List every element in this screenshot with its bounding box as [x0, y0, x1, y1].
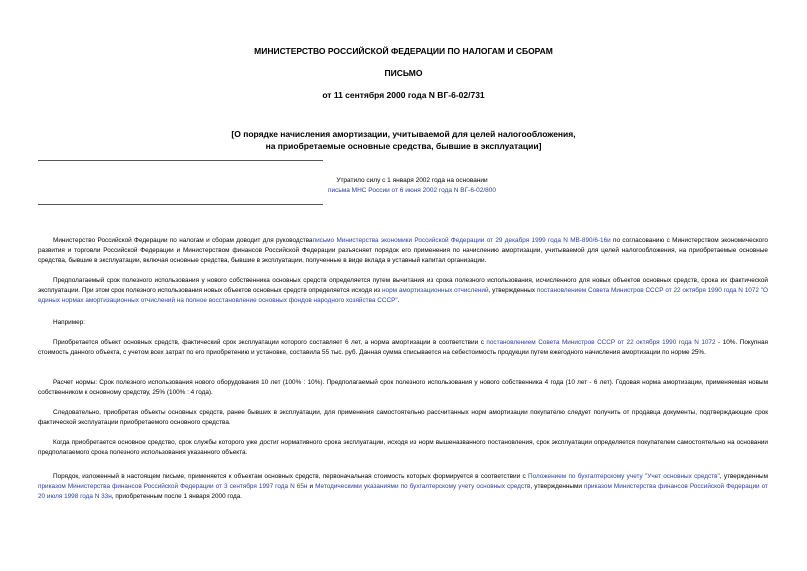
paragraph-text: Приобретается объект основных средств, фактический срок эксплуатации которого составляет 6 лет, а норма амортизации в соответствии с: [53, 339, 487, 346]
paragraph-text: Когда приобретается основное средство, срок службы которого уже достиг нормативного срока эксплуатации, исходя из норм вышеназванного постановления, срок эксплуатации определяется покупателем самостоятельно на основании предполагаемого срока полезного использования указанного объекта.: [38, 439, 768, 456]
link-methodical-guidelines[interactable]: Методическими указаниями по бухгалтерскому учету основных средств: [315, 483, 531, 490]
paragraph-text: Министерство Российской Федерации по налогам и сборам доводит для руководства: [53, 237, 313, 244]
paragraph-5: [38, 378, 768, 398]
paragraph-2: [38, 276, 768, 306]
link-minfin-order-33n[interactable]: приказом Министерства финансов Российской Федерации от 20 июля 1998 года N 33н: [38, 483, 768, 500]
paragraph-text: , утвержденными: [530, 483, 585, 490]
link-mineconomy-letter[interactable]: письмо Министерства экономики Российской Федерации от 29 декабря 1999 года N МВ-890/6-16и: [312, 237, 611, 244]
paragraph-text: , утвержденным: [719, 473, 768, 480]
status-note-text: Утратило силу с 1 января 2002 года на основании: [336, 177, 488, 184]
link-council-resolution-1072[interactable]: постановлением Совета Министров СССР от 22 октября 1990 года N 1072 "О единых нормах амортизационных отчислений на полное восстановление основных фондов народного хозяйства СССР": [38, 287, 768, 304]
status-note-line: [262, 186, 562, 196]
document-title-line-1: [О порядке начисления амортизации, учитываемой для целей налогообложения,: [231, 129, 576, 139]
paragraph-6: [38, 408, 768, 428]
paragraph-text: Расчет нормы: Срок полезного использования нового оборудования 10 лет (100% : 10%). Предполагаемый срок полезного использования у нового собственника 4 года (10 лет - 6 лет). Годовая норма амортизации, применяемая новым собственником к основному средству, 25% (100% : 4 года).: [38, 379, 768, 396]
document-title-line-2: на приобретаемые основные средства, бывшие в эксплуатации]: [265, 141, 542, 151]
paragraph-text: Порядок, изложенный в настоящем письме, применяется к объектам основных средств, первоначальная стоимость которых формируется в соответствии с: [53, 473, 528, 480]
paragraph-4: [38, 338, 768, 358]
link-accounting-regulation[interactable]: Положением по бухгалтерскому учету "Учет основных средств": [527, 473, 720, 480]
link-council-resolution-1072-short[interactable]: постановлением Совета Министров СССР от 22 октября 1990 года N 1072: [486, 339, 716, 346]
status-note-link[interactable]: письма МНС России от 6 июня 2002 года N ВГ-6-02/800: [328, 187, 496, 194]
paragraph-8: [38, 472, 768, 502]
paragraph-text: , утвержденных: [488, 287, 537, 294]
paragraph-text: Следовательно, приобретая объекты основных средств, ранее бывших в эксплуатации, для применения самостоятельно рассчитанных норм амортизации покупателю следует получить от продавца документы, подтверждающие срок фактической эксплуатации приобретаемого основного средства.: [38, 409, 768, 426]
document-type-heading: ПИСЬМО: [384, 68, 423, 78]
document-date-heading: от 11 сентября 2000 года N ВГ-6-02/731: [322, 90, 485, 100]
link-amortization-norms[interactable]: норм амортизационных отчислений: [382, 287, 489, 294]
organization-heading: МИНИСТЕРСТВО РОССИЙСКОЙ ФЕДЕРАЦИИ ПО НАЛОГАМ И СБОРАМ: [254, 46, 553, 56]
paragraph-text: .: [397, 297, 400, 304]
divider-bottom: [38, 204, 323, 205]
paragraph-3: [38, 318, 768, 328]
paragraph-text: - 10%. Покупная стоимость данного объекта, с учетом всех затрат по его приобретению и установке, составила 55 тыс. руб. Данная сумма списывается на себестоимость продукции путем ежегодного начисления амортизации по норме 25%.: [38, 339, 768, 356]
paragraph-text: по согласованию с Министерством экономического развития и торговли Российской Федерации и Министерством финансов Российской Федерации разъясняет порядок его применения по начислению амортизации, учитываемой для целей налогообложения, на приобретаемые основные средства, бывшие в эксплуатации, включая основные средства, бывшие в эксплуатации, полученные в виде вклада в уставный капитал организации.: [38, 237, 768, 264]
paragraph-text: Предполагаемый срок полезного использования у нового собственника основных средств определяется путем вычитания из срока полезного использования, исчисленного для новых объектов основных средств, срока их фактической эксплуатации. При этом срок полезного использования новых объектов основных средств определяется исходя из: [38, 277, 768, 294]
paragraph-1: [38, 236, 768, 266]
link-minfin-order-65n[interactable]: приказом Министерства финансов Российской Федерации от 3 сентября 1997 года N 65н: [38, 483, 308, 490]
paragraph-7: [38, 438, 768, 458]
document-title: [0, 128, 807, 152]
paragraph-text: и: [307, 483, 316, 490]
paragraph-text: Например:: [53, 319, 86, 326]
divider-top: [38, 160, 323, 161]
paragraph-text: , приобретенным после 1 января 2000 года.: [111, 493, 243, 500]
